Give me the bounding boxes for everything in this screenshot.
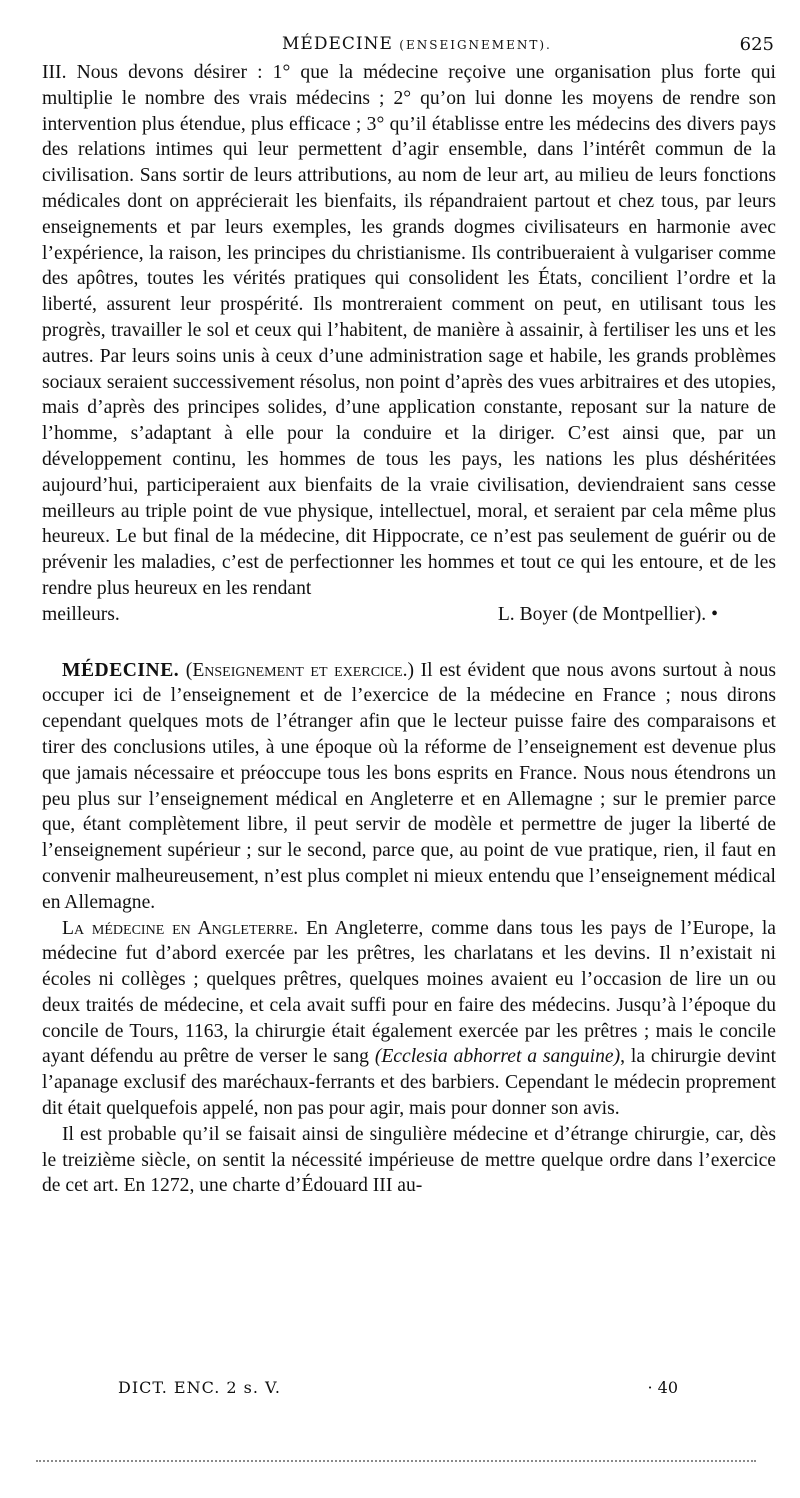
page-footer bbox=[118, 1378, 678, 1397]
footer-sheet-number bbox=[647, 1378, 678, 1397]
section-gap bbox=[42, 628, 776, 658]
england-paragraph bbox=[42, 916, 776, 1122]
footer-number: 40 bbox=[657, 1378, 678, 1397]
latin-quote: (Ecclesia abhorret a sanguine) bbox=[374, 1046, 621, 1068]
entry-qualifier: (Enseignement et exercice.) bbox=[185, 659, 415, 681]
signature-mark: • bbox=[711, 603, 718, 625]
running-title bbox=[282, 34, 552, 54]
england-text-a: En Angleterre, comme dans tous les pays de l’Europe, la médecine fut d’abord exercée par les prêtres, les charlatans et les devins. Il n’existait ni écoles ni collèges ; quelques prêtres, quelques moines avaient eu l’occasion de lire un ou deux traités de médecine, et cela avait suffi pour en faire des médecins. Jusqu’à l’époque du concile de Tours, 1163, la chirurgie était également exercée par les prêtres ; mais le concile ayant défendu au prêtre de verser le sang bbox=[42, 917, 776, 1068]
entry-intro-text: Il est évident que nous avons surtout à nous occuper ici de l’enseignement et de l’exercice de la médecine en France ; nous dirons cependant quelques mots de l’étranger afin que le lecteur puisse faire des comparaisons et tirer des conclusions utiles, à une époque où la réforme de l’enseignement est devenue plus que jamais nécessaire et préoccupe tous les bons esprits en France. Nous nous étendrons un peu plus sur l’enseignement médical en Angleterre et en Allemagne ; sur le premier parce que, étant complètement libre, il peut servir de modèle et permettre de juger la liberté de l’enseignement supérieur ; sur le second, parce que, au point de vue pratique, rien, il faut en convenir malheureusement, n’est plus complet ni mieux entendu que l’enseignement médical en Allemagne. bbox=[42, 659, 776, 913]
england-heading: La médecine en Angleterre. bbox=[62, 917, 299, 939]
section-iii-paragraph: III. Nous devons désirer : 1° que la médecine reçoive une organisation plus forte qui multiplie le nombre des vrais médecins ; 2° qu’on lui donne les moyens de rendre son intervention plus étendue, plus efficace ; 3° qu’il établisse entre les médecins des divers pays des relations intimes qui leur permettent d’agir ensemble, dans l’intérêt commun de la civilisation. Sans sortir de leurs attributions, au nom de leur art, au milieu de leurs fonctions médicales dont on apprécierait les bienfaits, ils répandraient partout et chez tous, par leurs enseignements et par leurs exemples, les grands dogmes civilisateurs en harmonie avec l’expérience, la raison, les principes du christianisme. Ils contribueraient à vulgariser comme des apôtres, toutes les vérités pratiques qui consolident les États, concilient l’ordre et la liberté, assurent leur prospérité. Ils montreraient comment on peut, en utilisant tous les progrès, travailler le sol et ceux qui l’habitent, de manière à assainir, à fertiliser les uns et les autres. Par leurs soins unis à ceux d’une administration sage et habile, les grands problèmes sociaux seraient successivement résolus, non point d’après des vues arbitraires et des utopies, mais d’après des principes solides, d’une application constante, reposant sur la nature de l’homme, s’adaptant à elle pour la conduire et la diriger. C’est ainsi que, par un développement continu, les hommes de tous les pays, les nations les plus déshéritées aujourd’hui, participeraient aux bienfaits de la vraie civilisation, deviendraient sans cesse meilleurs au triple point de vue physique, intellectuel, moral, et seraient par cela même plus heureux. Le but final de la médecine, dit Hippocrate, ce n’est pas seulement de guérir ou de prévenir les maladies, c’est de perfectionner les hommes et tout ce qui les entoure, et de les rendre plus heureux en les rendant bbox=[42, 62, 776, 599]
entry-intro-paragraph bbox=[42, 658, 776, 916]
running-head bbox=[42, 34, 774, 58]
running-title-sub: (ENSEIGNEMENT). bbox=[399, 38, 552, 52]
bottom-dotted-rule bbox=[36, 1460, 756, 1462]
running-title-main: MÉDECINE bbox=[282, 34, 393, 54]
author-signature bbox=[498, 602, 718, 628]
footer-mark: · bbox=[647, 1378, 653, 1397]
footer-signature: DICT. ENC. 2 s. V. bbox=[118, 1378, 281, 1397]
signature-line bbox=[42, 602, 776, 628]
thirteenth-century-paragraph: Il est probable qu’il se faisait ainsi de singulière médecine et d’étrange chirurgie, car, dès le treizième siècle, on sentit la nécessité impérieuse de mettre quelque ordre dans l’exercice de cet art. En 1272, une charte d’Édouard III au- bbox=[42, 1123, 776, 1197]
last-word: meilleurs. bbox=[42, 603, 120, 625]
page-number: 625 bbox=[739, 34, 774, 55]
england-text-b: , la chirurgie devint l’apanage exclusif des maréchaux-ferrants et des barbiers. Cependant le médecin proprement dit était quelquefois appelé, non pas pour agir, mais pour donner son avis. bbox=[42, 1046, 777, 1120]
entry-headword: MÉDECINE. bbox=[62, 659, 180, 681]
signature-text: L. Boyer (de Montpellier). bbox=[497, 603, 707, 625]
text-block bbox=[42, 60, 776, 1199]
